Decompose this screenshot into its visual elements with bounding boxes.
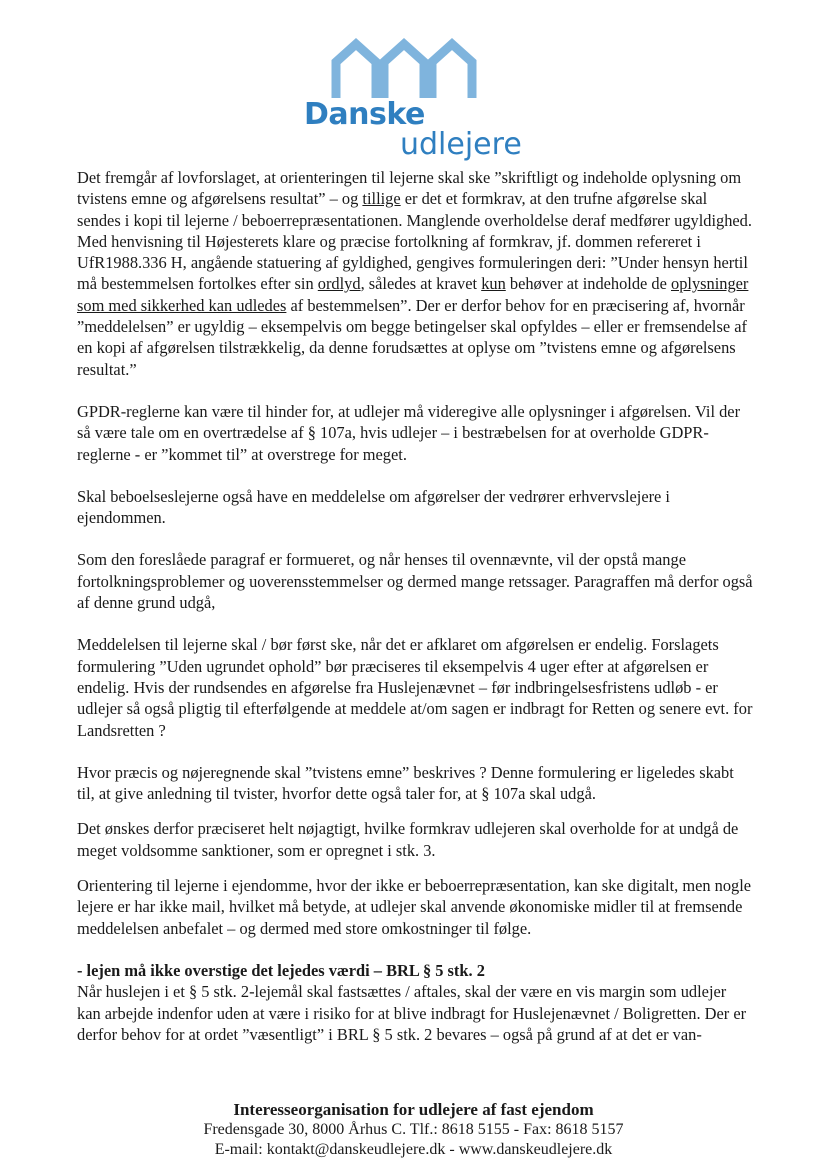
paragraph-formkrav-praecisering: Det ønskes derfor præciseret helt nøjagtigt, hvilke formkrav udlejeren skal overholde for at undgå de meget voldsomme sanktioner, som er opregnet i stk. 3.: [77, 819, 739, 860]
footer-contact: E-mail: kontakt@danskeudlejere.dk - www.danskeudlejere.dk: [214, 1141, 613, 1158]
footer-title: Interesseorganisation for udlejere af fast ejendom: [233, 1100, 594, 1119]
logo-word-udlejere: udlejere: [400, 127, 522, 162]
paragraph-digital-orientering: Orientering til lejerne i ejendomme, hvor der ikke er beboerrepræsentation, kan ske digitalt, men nogle lejere er har ikke mail, hvilket må betyde, at udlejer skal anvende økonomiske midler til at fremsende meddelelsen anbefalet – og dermed med store omkostninger til følge.: [77, 876, 752, 938]
logo-word-danske: Danske: [304, 97, 425, 132]
paragraph-meddelelse: Meddelelsen til lejerne skal / bør først ske, når det er afklaret om afgørelsen er endelig. Forslagets formulering ”Uden ugrundet ophold” bør præciseres til eksempelvis 4 uger efter at afgørelsen er endelig. Hvis der rundsendes en afgørelse fra Huslejenævnet – før indbringelsesfristens udløb - er udlejer så også pligtig til efterfølgende at meddele at/om sagen er indbragt for Retten og senere evt. for Landsretten ?: [77, 635, 753, 740]
underlined-word: kun: [481, 274, 506, 294]
section-heading: - lejen må ikke overstige det lejedes værdi – BRL § 5 stk. 2: [77, 960, 485, 980]
footer-address: Fredensgade 30, 8000 Århus C. Tlf.: 8618 5155 - Fax: 8618 5157: [203, 1121, 624, 1138]
letterhead-footer: [0, 1100, 827, 1160]
logo: [300, 30, 540, 162]
paragraph-gdpr: GPDR-reglerne kan være til hinder for, at udlejer må videregive alle oplysninger i afgørelsen. Vil der så være tale om en overtrædelse af § 107a, hvis udlejer – i bestræbelsen for at overholde GDPR-reglerne - er ”kommet til” at overstrege for meget.: [77, 401, 741, 464]
paragraph-formkrav: Det fremgår af lovforslaget, at orienteringen til lejerne skal ske ”skriftligt og indeholde oplysning om tvistens emne og afgørelsens resultat” – og tillige er det et formkrav, at den trufne afgørelse skal sendes i kopi til lejerne / beboerrepræsentationen. Manglende overholdelse deraf medfører ugyldighed. Med henvisning til Højesterets klare og præcise fortolkning af formkrav, jf. dommen refereret i UfR1988.336 H, angående statuering af gyldighed, gengives formuleringen deri: ”Under hensyn hertil må bestemmelsen fortolkes efter sin ordlyd, således at kravet kun behøver at indeholde de oplysninger som med sikkerhed kan udledes af bestemmelsen”. Der er derfor behov for en præcisering af, hvornår ”meddelelsen” er ugyldig – eksempelvis om begge betingelser skal opfyldes – eller er fremsendelse af en kopi af afgørelsen tilstrækkelig, da denne forudsættes at oplyse om ”tvistens emne og afgørelsens resultat.”: [77, 168, 752, 379]
underlined-word: tillige: [362, 189, 401, 209]
underlined-word: ordlyd: [317, 274, 361, 294]
paragraph-fortolkning: Som den foreslåede paragraf er formueret, og når henses til ovennævnte, vil der opstå mange fortolkningsproblemer og uoverensstemmelser og dermed mange retssager. Paragraffen må derfor også af denne grund udgå,: [77, 550, 753, 613]
paragraph-tvistens-emne: Hvor præcis og nøjeregnende skal ”tvistens emne” beskrives ? Denne formulering er ligeledes skabt til, at give anledning til tvister, hvorfor dette også taler for, at § 107a skal udgå.: [77, 762, 734, 804]
paragraph-erhvervslejere: Skal beboelseslejerne også have en meddelelse om afgørelser der vedrører erhvervslejere i ejendommen.: [77, 486, 670, 528]
paragraph-huslejen: Når huslejen i et § 5 stk. 2-lejemål skal fastsættes / aftales, skal der være en vis margin som udlejer kan arbejde indenfor uden at være i risiko for at blive indbragt for Huslejenævnet / Boligretten. Der er derfor behov for at ordet ”væsentligt” i BRL § 5 stk. 2 bevares – også på grund af at det er van-: [77, 982, 747, 1044]
underlined-phrase: oplysninger som med sikkerhed kan udledes: [77, 274, 749, 315]
houses-logo-icon: [330, 36, 480, 106]
document-body: [77, 167, 753, 1045]
